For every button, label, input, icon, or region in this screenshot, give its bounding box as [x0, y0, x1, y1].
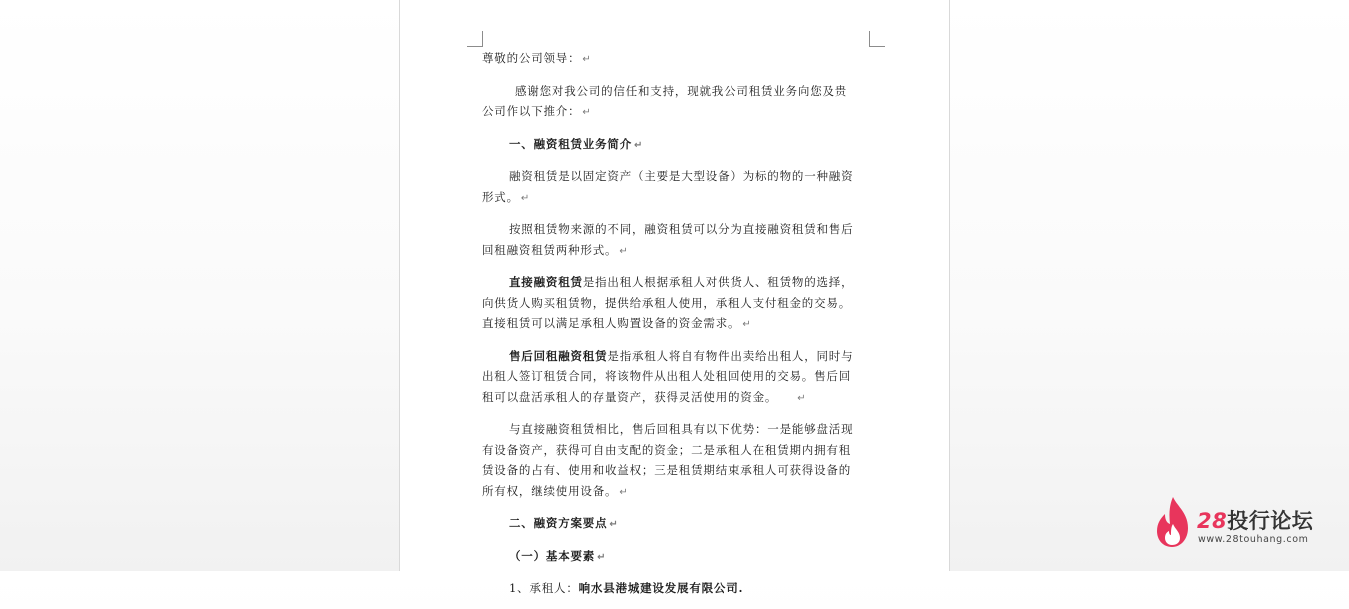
advantages-line-end: 所有权，继续使用设备。 ↵ [482, 483, 629, 498]
advantages-paragraph [482, 419, 870, 503]
lessee-label: 1、承租人： [509, 581, 579, 595]
leaseback-line-end: 租可以盘活承租人的存量资产，获得灵活使用的资金。 ↵ [482, 389, 807, 404]
greeting-paragraph [482, 48, 870, 71]
greeting-text: 尊敬的公司领导： [482, 51, 581, 65]
forum-number: 28 [1197, 509, 1228, 533]
intro-line-end: 公司作以下推介： ↵ [482, 104, 592, 118]
paragraph-mark: ↵ [619, 245, 629, 257]
forum-title [1197, 505, 1313, 535]
section-1-heading: 一、融资租赁业务简介 ↵ [509, 136, 644, 151]
direct-lease-paragraph: 直接融资租赁是指出租人根据承租人对供货人、租赁物的选择， 向供货人购买租赁物，提供给承租人使用，承租人支付租金的交易。 直接租赁可以满足承租人购置设备的资金需求。 ↵ [482, 272, 870, 336]
document-page [399, 0, 950, 595]
direct-lease-line: 向供货人购买租赁物，提供给承租人使用，承租人支付租金的交易。 [482, 295, 851, 310]
direct-lease-line-end: 直接租赁可以满足承租人购置设备的资金需求。 ↵ [482, 316, 752, 330]
paragraph-mark: ↵ [619, 486, 629, 498]
leaseback-term: 售后回租融资租赁 [509, 348, 608, 363]
paragraph-mark: ↵ [582, 107, 592, 118]
forms-paragraph [482, 219, 870, 262]
lessee-value: 响水县港城建设发展有限公司. [578, 581, 744, 595]
document-body[interactable] [482, 48, 870, 609]
intro-line: 感谢您对我公司的信任和支持，现就我公司租赁业务向您及贵 [515, 83, 848, 98]
paragraph-mark: ↵ [742, 319, 752, 330]
lessee-paragraph [482, 578, 870, 599]
paragraph-mark: ↵ [520, 192, 531, 204]
margin-corner-top-left [467, 31, 483, 47]
paragraph-mark: ↵ [609, 519, 619, 530]
paragraph-mark: ↵ [582, 54, 592, 65]
section-2-heading: 二、融资方案要点 ↵ [509, 516, 619, 530]
advantages-line: 赁设备的占有、使用和收益权；三是租赁期结束承租人可获得设备的 [482, 463, 851, 477]
leaseback-paragraph: 售后回租融资租赁是指承租人将自有物件出卖给出租人，同时与 出租人签订租赁合同，将该物件从出租人处租回使用的交易。售后回 租可以盘活承租人的存量资产，获得灵活使用的资金。 ↵ [482, 346, 870, 410]
forms-line-end: 回租融资租赁两种形式。 ↵ [482, 242, 629, 257]
leaseback-line: 出租人签订租赁合同，将该物件从出租人处租回使用的交易。售后回 [482, 369, 851, 383]
definition-paragraph [482, 166, 870, 209]
intro-paragraph [482, 81, 870, 124]
paragraph-mark: ↵ [797, 392, 807, 404]
definition-line-end: 形式。 ↵ [482, 189, 531, 204]
margin-corner-top-right [869, 31, 885, 47]
forms-line: 按照租赁物来源的不同，融资租赁可以分为直接融资租赁和售后 [509, 222, 854, 236]
subsection-1-heading: （一）基本要素 ↵ [509, 548, 607, 563]
definition-line: 融资租赁是以固定资产（主要是大型设备）为标的物的一种融资 [509, 169, 854, 183]
advantages-line: 与直接融资租赁相比，售后回租具有以下优势：一是能够盘活现 [509, 422, 854, 436]
direct-lease-term: 直接融资租赁 [509, 275, 583, 289]
advantages-line: 有设备资产，获得可自由支配的资金；二是承租人在租赁期内拥有租 [482, 442, 851, 457]
forum-name: 投行论坛 [1227, 509, 1314, 533]
paragraph-mark: ↵ [634, 139, 644, 151]
forum-url: www.28touhang.com [1198, 534, 1309, 545]
forum-watermark-logo [1155, 494, 1335, 550]
paragraph-mark: ↵ [597, 551, 607, 563]
flame-icon [1155, 496, 1191, 548]
